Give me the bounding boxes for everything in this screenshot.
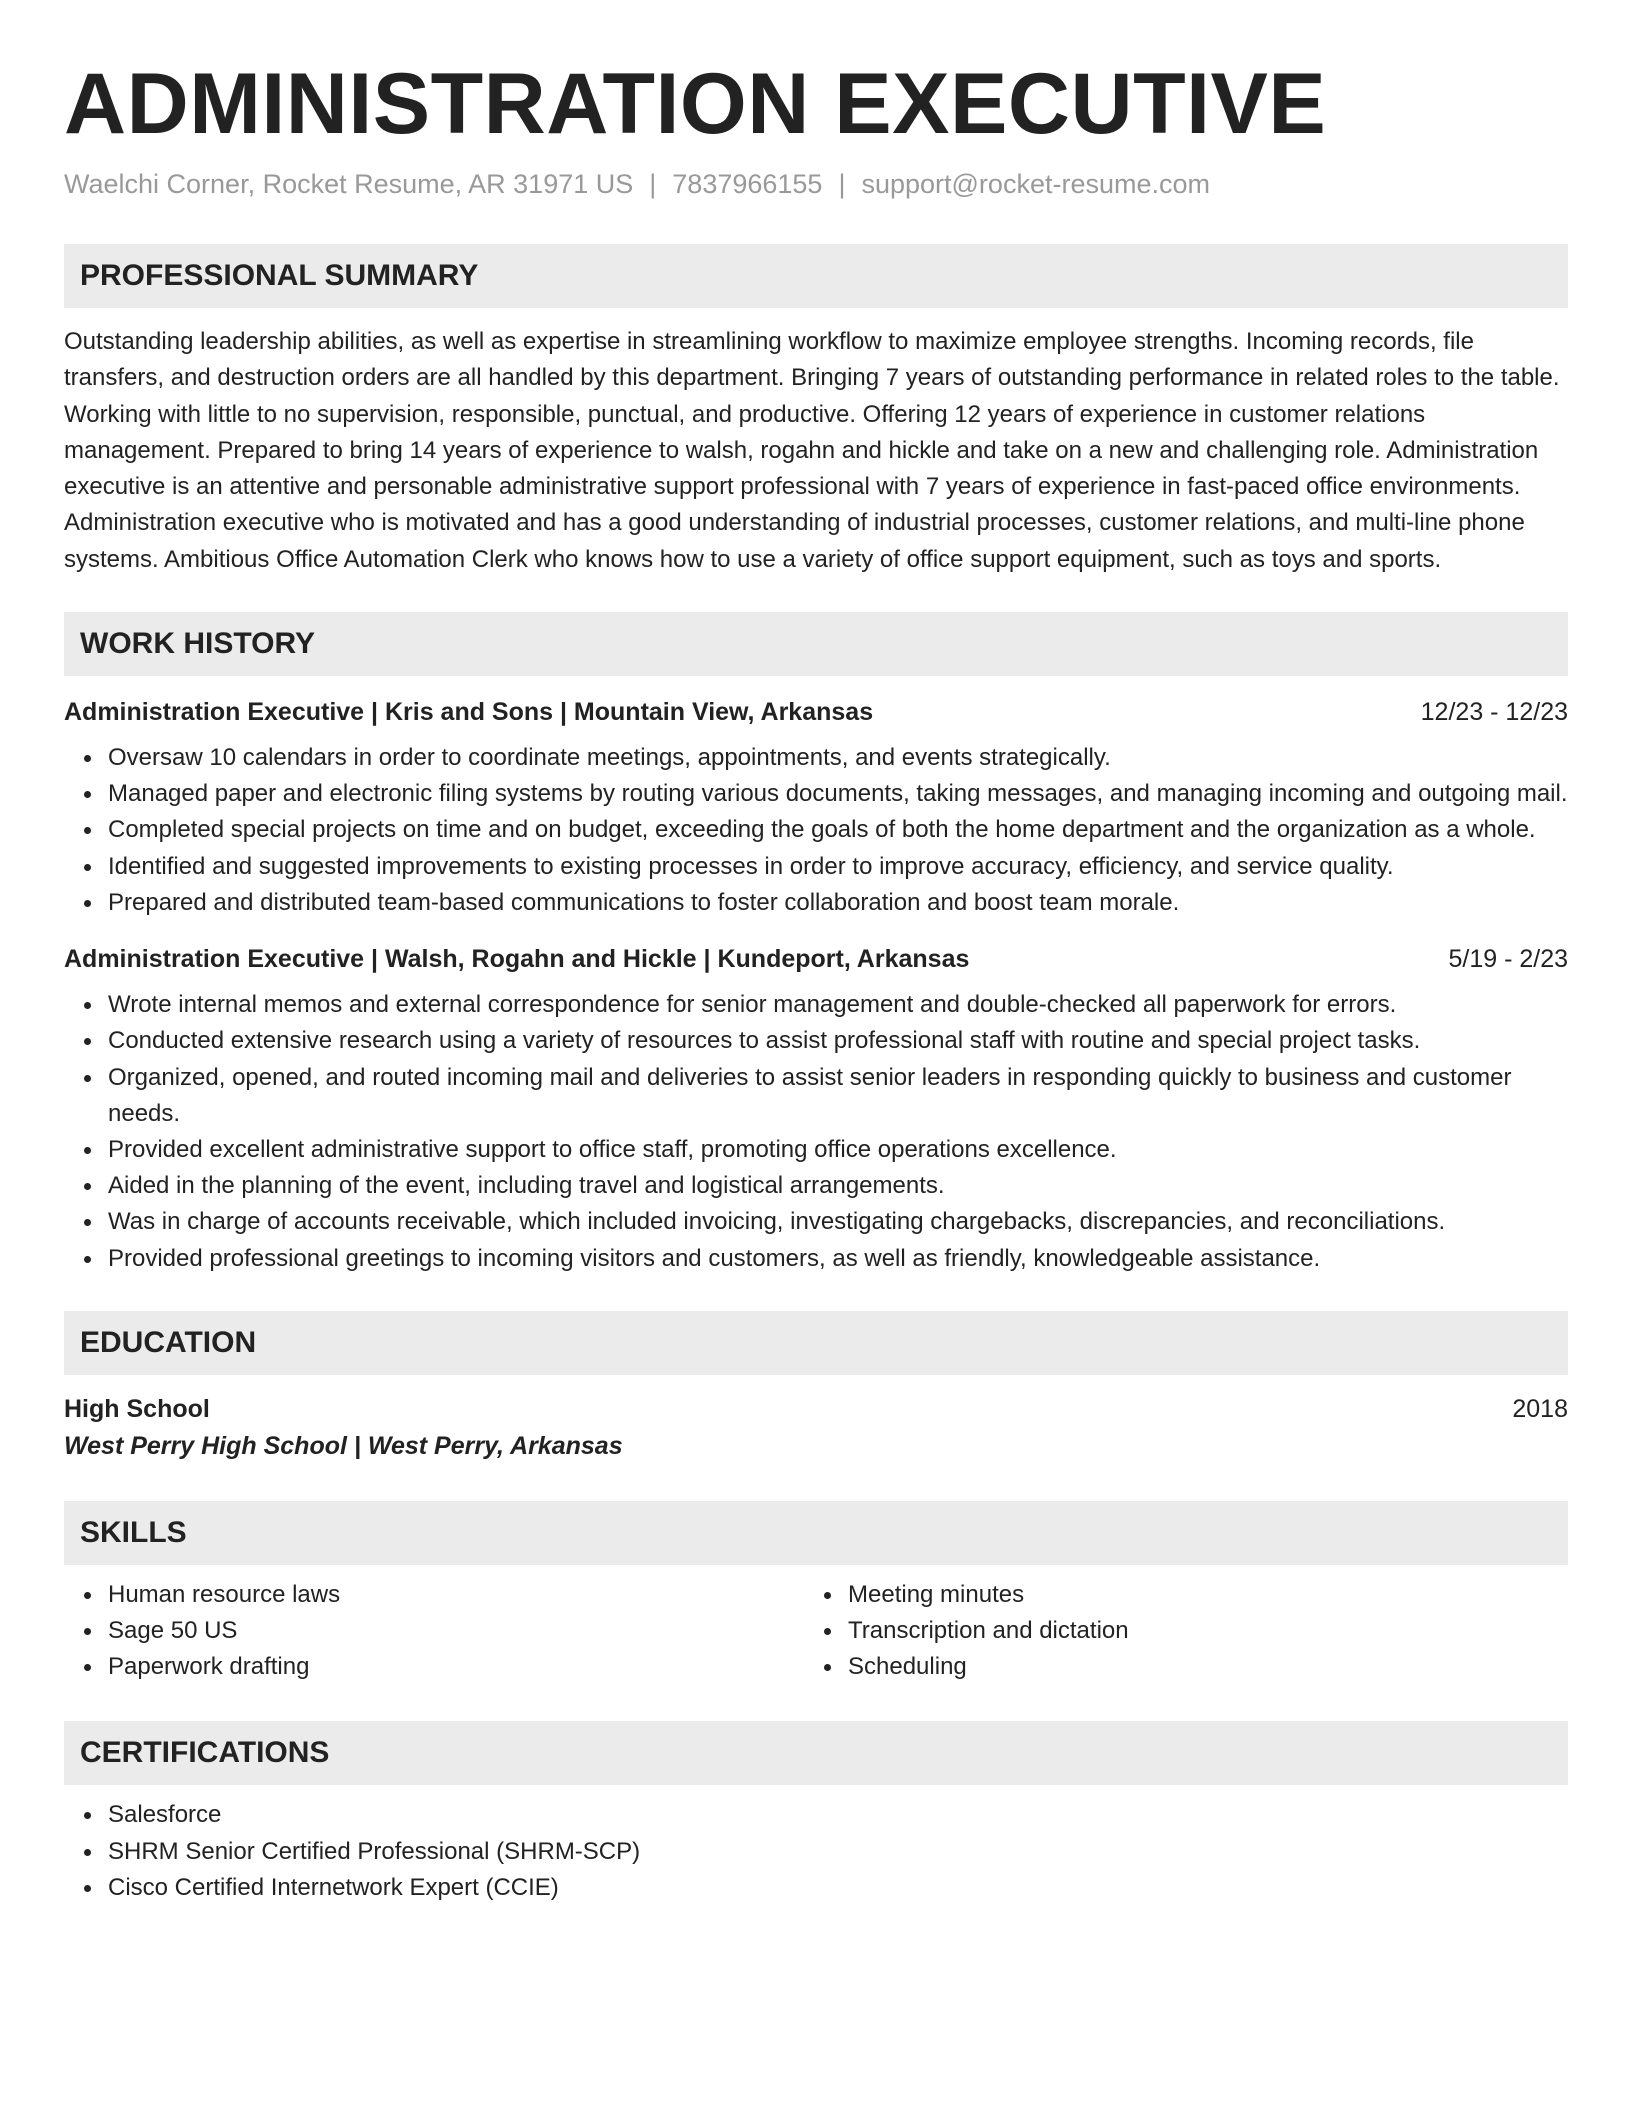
certification-item: Salesforce — [108, 1797, 1568, 1833]
job-bullet: Provided professional greetings to incoming visitors and customers, as well as friendly, knowledgeable assistance. — [108, 1241, 1568, 1277]
certification-item: SHRM Senior Certified Professional (SHRM-SCP) — [108, 1834, 1568, 1870]
job-bullet: Aided in the planning of the event, including travel and logistical arrangements. — [108, 1168, 1568, 1204]
job-title: Administration Executive | Walsh, Rogahn and Hickle | Kundeport, Arkansas — [64, 945, 970, 974]
job-entry — [64, 694, 1568, 921]
skill-item: Sage 50 US — [108, 1613, 804, 1649]
job-bullet: Provided excellent administrative support to office staff, promoting office operations excellence. — [108, 1132, 1568, 1168]
skills-list — [64, 1577, 804, 1686]
job-bullets — [64, 740, 1568, 921]
job-entry — [64, 941, 1568, 1277]
skills-grid — [64, 1577, 1568, 1686]
work-history-heading: WORK HISTORY — [64, 612, 1568, 676]
skill-item: Human resource laws — [108, 1577, 804, 1613]
education-degree: High School — [64, 1394, 210, 1423]
job-header — [64, 941, 1568, 977]
job-bullet: Wrote internal memos and external correspondence for senior management and double-checked all paperwork for errors. — [108, 987, 1568, 1023]
job-dates: 5/19 - 2/23 — [1448, 945, 1568, 974]
contact-address: Waelchi Corner, Rocket Resume, AR 31971 US — [64, 169, 634, 199]
summary-text: Outstanding leadership abilities, as well as expertise in streamlining workflow to maximize employee strengths. Incoming records, file transfers, and destruction orders are all handled by this department. Bringing 7 years of outstanding performance in related roles to the table. Working with little to no supervision, responsible, punctual, and productive. Offering 12 years of experience in customer relations management. Prepared to bring 14 years of experience to walsh, rogahn and hickle and take on a new and challenging role. Administration executive is an attentive and personable administrative support professional with 7 years of experience in fast-paced office environments. Administration executive who is motivated and has a good understanding of industrial processes, customer relations, and multi-line phone systems. Ambitious Office Automation Clerk who knows how to use a variety of office support equipment, such as toys and sports. — [64, 328, 1560, 573]
skill-item: Meeting minutes — [848, 1577, 1544, 1613]
job-bullet: Managed paper and electronic filing systems by routing various documents, taking messages, and managing incoming and outgoing mail. — [108, 776, 1568, 812]
skills-column-left — [64, 1577, 804, 1686]
certification-item: Cisco Certified Internetwork Expert (CCIE) — [108, 1870, 1568, 1906]
job-title: Administration Executive | Kris and Sons | Mountain View, Arkansas — [64, 698, 874, 727]
education-year: 2018 — [1512, 1394, 1568, 1423]
summary-heading: PROFESSIONAL SUMMARY — [64, 244, 1568, 308]
certifications-heading: CERTIFICATIONS — [64, 1721, 1568, 1785]
education-header — [64, 1391, 1568, 1427]
certifications-list — [64, 1797, 1568, 1906]
contact-separator: | — [649, 169, 657, 199]
job-bullet: Was in charge of accounts receivable, which included invoicing, investigating chargebacks, discrepancies, and reconciliations. — [108, 1204, 1568, 1240]
skill-item: Scheduling — [848, 1649, 1544, 1685]
job-bullet: Organized, opened, and routed incoming mail and deliveries to assist senior leaders in responding quickly to business and customer needs. — [108, 1060, 1568, 1132]
job-bullets — [64, 987, 1568, 1277]
contact-line — [64, 166, 1568, 202]
job-dates: 12/23 - 12/23 — [1420, 698, 1568, 727]
job-bullet: Completed special projects on time and on budget, exceeding the goals of both the home department and the organization as a whole. — [108, 812, 1568, 848]
education-school: West Perry High School | West Perry, Arkansas — [64, 1431, 623, 1460]
skills-heading: SKILLS — [64, 1501, 1568, 1565]
candidate-name: ADMINISTRATION EXECUTIVE — [64, 56, 1327, 152]
skills-list — [804, 1577, 1544, 1686]
job-bullet: Prepared and distributed team-based communications to foster collaboration and boost team morale. — [108, 885, 1568, 921]
skills-column-right — [804, 1577, 1544, 1686]
job-bullet: Conducted extensive research using a variety of resources to assist professional staff with routine and special project tasks. — [108, 1023, 1568, 1059]
contact-phone: 7837966155 — [672, 169, 823, 199]
skill-item: Paperwork drafting — [108, 1649, 804, 1685]
job-bullet: Oversaw 10 calendars in order to coordinate meetings, appointments, and events strategically. — [108, 740, 1568, 776]
skill-item: Transcription and dictation — [848, 1613, 1544, 1649]
education-heading: EDUCATION — [64, 1311, 1568, 1375]
job-bullet: Identified and suggested improvements to existing processes in order to improve accuracy, efficiency, and service quality. — [108, 849, 1568, 885]
job-header — [64, 694, 1568, 730]
contact-email: support@rocket-resume.com — [861, 169, 1210, 199]
contact-separator: | — [838, 169, 846, 199]
